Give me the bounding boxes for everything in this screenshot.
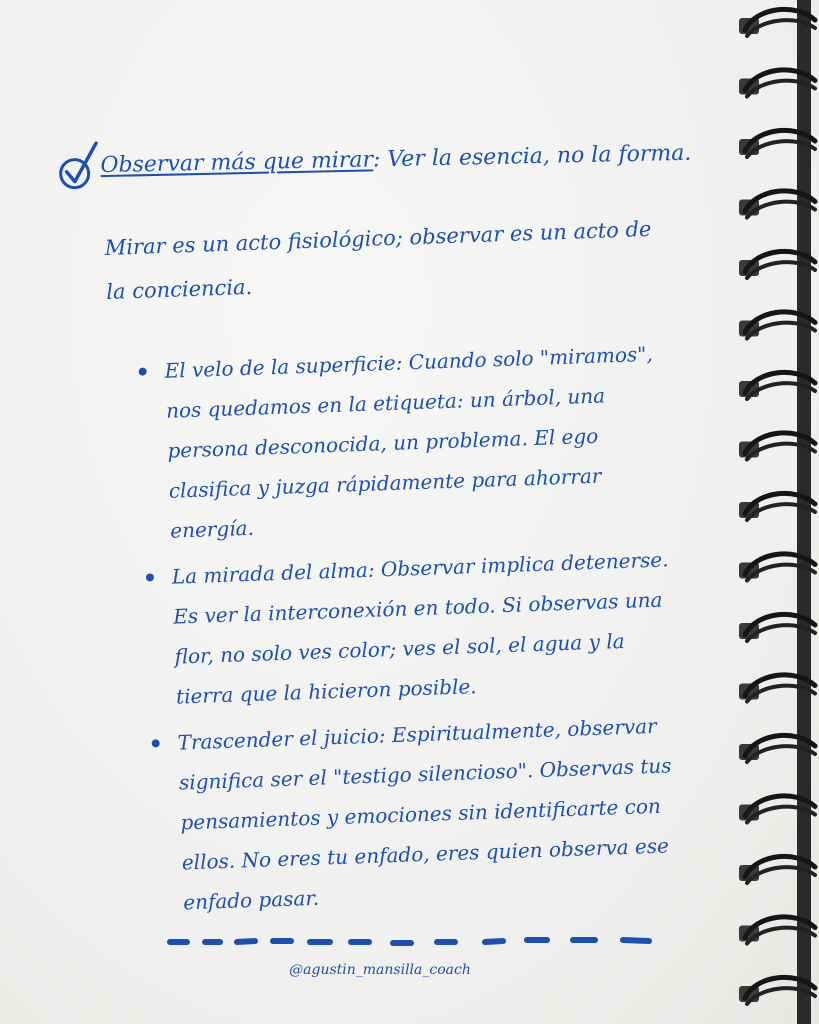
check-circle-icon <box>58 139 103 201</box>
list-item-text: Trascender el juicio: Espiritualmente, observar significa ser el "testigo silencioso". Observas tus pensamientos y emociones sin identificarte con ellos. No eres tu enfado, eres quien observa ese enfado pasar. <box>177 713 672 915</box>
list-item-text: El velo de la superficie: Cuando solo "miramos", nos quedamos en la etiqueta: un árbol, una persona desconocida, un problema. El ego clasifica y juzga rápidamente para ahorrar energía. <box>164 341 654 543</box>
bullet-dot <box>152 739 160 747</box>
list-item-text: La mirada del alma: Observar implica detenerse. Es ver la interconexión en todo. Si observas una flor, no solo ves color; ves el sol, el agua y la tierra que la hicieron posible. <box>171 547 669 709</box>
heading-rest: : Ver la esencia, no la forma. <box>372 140 692 173</box>
bullet-dot <box>139 367 147 375</box>
dashed-divider <box>165 930 655 950</box>
bullet-list <box>130 333 690 929</box>
list-item <box>130 333 677 552</box>
list-item <box>137 539 682 718</box>
heading-underlined: Observar más que mirar <box>100 147 374 179</box>
author-handle: @agustin_mansilla_coach <box>289 962 471 978</box>
bullet-dot <box>146 573 154 581</box>
list-item <box>143 705 690 924</box>
intro-text: Mirar es un acto fisiológico; observar es un acto de la conciencia. <box>104 216 652 304</box>
spiral-binding <box>725 0 819 1024</box>
